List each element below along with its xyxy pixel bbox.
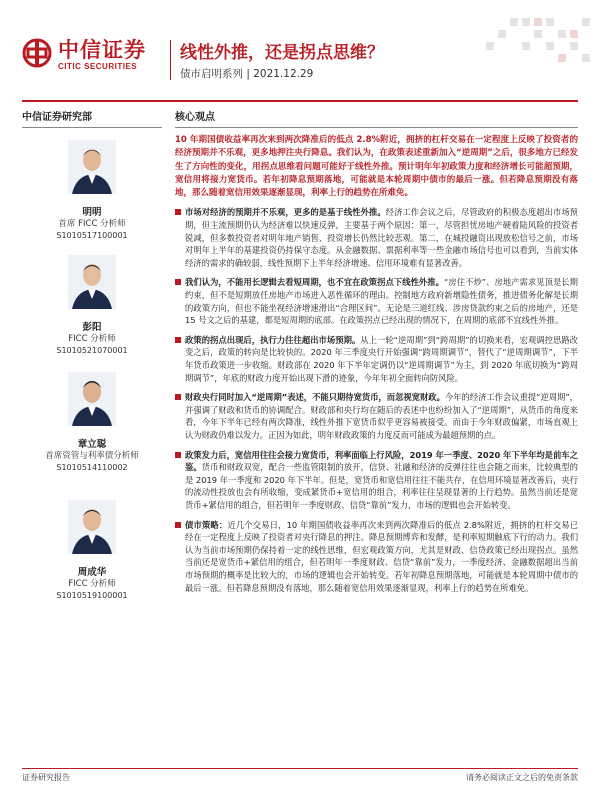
viewpoint-paragraph [175,206,578,269]
core-viewpoint-column [175,106,578,601]
analyst-role: FICC 分析师 [68,334,116,344]
footer-report-type: 证券研究报告 [22,773,70,782]
viewpoint-paragraph [175,519,578,595]
analyst-column [22,106,162,134]
header-divider [170,40,171,80]
brand-name-cn: 中信证券 [58,38,146,62]
analyst-name: 彭阳 [82,322,102,333]
citic-logo-icon [22,38,52,68]
report-subtitle: 债市启明系列 | 2021.12.29 [180,68,314,80]
analyst-card [22,500,162,602]
paragraph-body: 今年的经济工作会议重提“逆周期”，并强调了财政和货币的协调配合。财政部和央行均在随后的表述中也纷纷加入了“逆周期”，从货币的角度来看，今年下半年已经有两次降准，线性外推下宽货币似乎更容易被接受。而由于今年财政偏紧，市场直观上认为财政仍难以发力。正因为如此，明年财政政策的力度反而可能成为最超预期的点。 [185,392,578,440]
paragraph-heading: 市场对经济的预期并不乐观，更多的是基于线性外推。 [185,207,386,218]
analyst-id: S1010517100001 [56,231,128,240]
analyst-name: 明明 [82,207,102,218]
viewpoint-paragraph [175,334,578,384]
header-rule [22,100,578,102]
paragraph-heading: 债市策略： [185,519,228,530]
viewpoint-paragraph [175,449,578,512]
viewpoint-paragraph [175,276,578,326]
report-title: 线性外推，还是拐点思维？ [180,43,384,63]
brand-logo [22,38,172,76]
header-decoration [360,8,600,80]
paragraph-body: 近几个交易日，10 年期国债收益率再次来到两次降准后的低点 2.8%附近，拥挤的杠杆交易已经在一定程度上反映了投资者对央行降息的押注。降息预期博弈和发酵，是利率短期触底下行的动力。我们认为当前市场预期仍保持着一定的线性思维，但宏观政策方向，尤其是财政、信贷政策已经出现拐点。虽然当前还是宽货币+紧信用的组合，但若明年一季度财政、信贷“靠前”发力，一季度经济、金融数据超出当前市场预期的概率是比较大的，市场的逻辑也会开始转变。若年初降息预期落地，可能就是本轮周期中债市的最后一涨。但若降息预期没有落地，那么随着宽信用效果逐渐显现，利率上行的趋势在所难免。 [185,519,578,593]
analyst-card [22,140,162,242]
department-heading: 中信证券研究部 [22,106,162,128]
brand-name-en: CITIC SECURITIES [58,62,138,71]
core-viewpoint-heading: 核心观点 [175,106,578,128]
analyst-photo [68,500,116,554]
analyst-id: S1010519100001 [56,591,128,600]
paragraph-body: 经济工作会议之后，尽管政府的积极态度超出市场预期，但主流预期仍认为经济难以快速反弹，主要基于两个原因：第一，尽管担忧房地产硬着陆风险的投资者锐减，但多数投资者对明年地产销售、投资增长仍然比较悲观。第二，在城投融资出现放松信号之前，市场对明年上半年的基建投资仍持保守态度。从金融数据、票据利率等一些金融市场信号也可以看到，当前实体经济的需求的确较弱，线性预期下上半年经济增速、信用环境难有显著改善。 [185,207,578,268]
analyst-photo [68,255,116,309]
paragraph-heading: 政策发力后，宽信用往往会接力宽货币，利率面临上行风险，2019 年一季度、2020 年下半年均是前车之鉴。 [185,449,578,473]
analyst-id: S1010521070001 [56,346,128,355]
analyst-role: 首席资管与利率债分析师 [45,451,139,461]
paragraph-body: 货币和财政双宽，配合一些监管限制的放开，信贷、社融和经济的反弹往往也会随之而来，比较典型的是 2019 年一季度和 2020 年下半年。但是，宽货币和宽信用往往不能共存，在信用环境显著改善后，央行的流动性投放也会有所收缩，变成紧货币+宽信用的组合，利率往往呈现显著的上行趋势。虽然当前还是宽货币+紧信用的组合，但若明年一季度财政、信贷“靠前”发力，市场的逻辑也会开始转变。 [185,462,578,510]
analyst-card [22,255,162,357]
paragraph-body: 从上一轮“逆周期”到“跨周期”的切换来看，宏观调控思路改变之后，政策的转向是比较快的。2020 年三季度央行开始强调“跨周期调节”，替代了“逆周期调节”，下半年货币政策进一步收缩。财政部在 2020 年下半年定调仍以“逆周期调节”为主，到 2020 年底切换为“跨周期调节”，年底的财政力度开始出现下滑的迹象，今年年初全面转向防风险。 [185,334,578,383]
analyst-name: 章立聪 [77,439,107,450]
analyst-id: S1010514110002 [56,463,128,472]
analyst-role: FICC 分析师 [68,579,116,589]
analyst-photo [68,140,116,194]
analyst-photo [68,372,116,426]
footer-rule [22,768,578,769]
paragraph-heading: 财政央行同时加入“逆周期”表述，不能只期待宽货币，而忽视宽财政。 [185,392,445,403]
footer-disclaimer: 请务必阅读正文之后的免责条款 [466,773,578,782]
analyst-name: 周成华 [77,567,107,578]
analyst-card [22,372,162,474]
summary-lead: 10 年期国债收益率再次来到两次降准后的低点 2.8%附近，拥挤的杠杆交易在一定程度上反映了投资者的经济预期并不乐观，更多地押注央行降息。我们认为，在政策表述重新加入“逆周期”之后，很多地方已经发生了方向性的变化，用拐点思维看问题可能好于线性外推。预计明年年初政策力度和经济增长可能超预期，宽信用将接力宽货币。若年初降息预期落地，可能就是本轮周期中债市的最后一涨。但若降息预期没有落地，那么随着宽信用效果逐渐显现，利率上行的趋势在所难免。 [175,135,578,199]
paragraph-body: “房住不炒”、房地产需求见顶是长期约束，但不是短期放任房地产市场进入恶性循环的理由。控制地方政府新增隐性债务，推进债务化解是长期的政策方向，但也不能坐视经济增速滑出“合理区间”。无论是三道红线、涉房贷款约束之后的房地产，还是 15 号文之后的基建，都是短周期的底部。在政策拐点已经出现的情况下，在周期的底部不宜线性外推。 [185,277,578,326]
analyst-role: 首席 FICC 分析师 [58,219,126,229]
paragraph-heading: 我们认为，不能用长逻辑去看短周期，也不宜在政策拐点下线性外推。 [185,277,444,288]
viewpoint-paragraph [175,391,578,441]
paragraph-heading: 政策的拐点出现后，执行力往往超出市场预期。 [185,334,361,345]
